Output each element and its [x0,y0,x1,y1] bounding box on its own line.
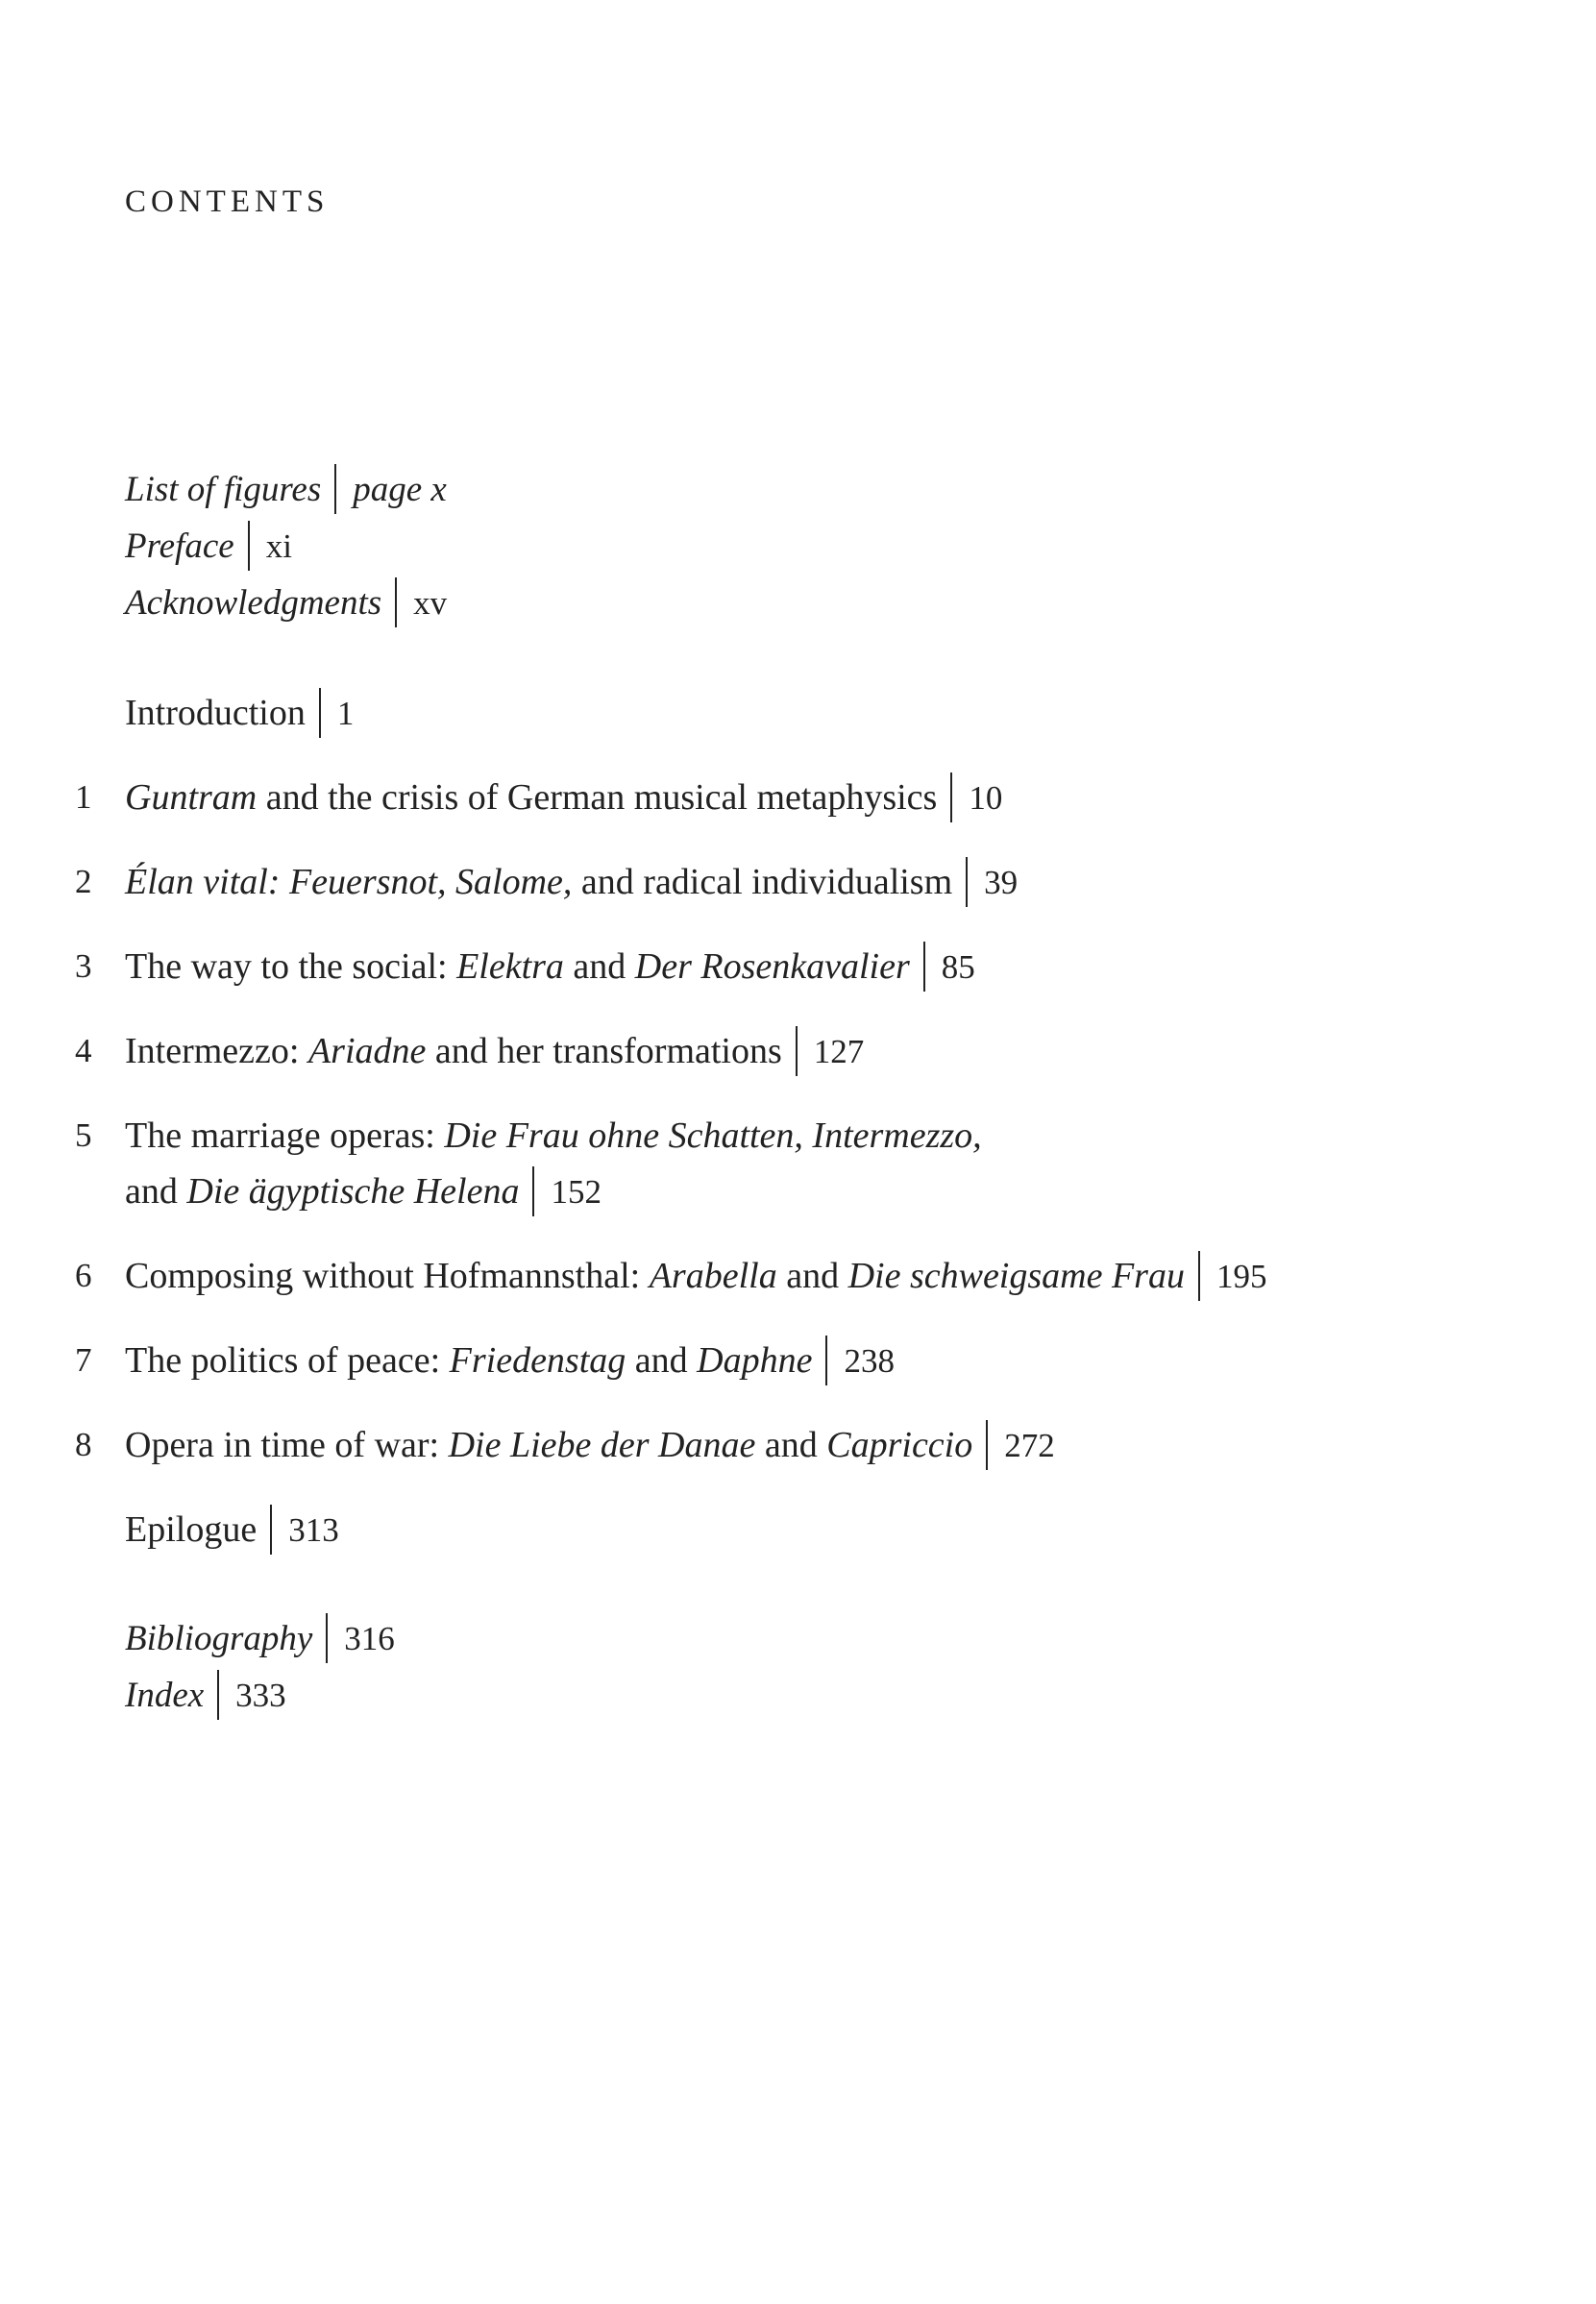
entry-title: Introduction [125,693,306,733]
chapter-number: 7 [75,1341,92,1379]
separator [326,1613,328,1663]
page-title: CONTENTS [125,184,330,219]
chapter-number: 4 [75,1032,92,1069]
entry-title-italic: Friedenstag [449,1340,626,1381]
entry-page: 39 [984,864,1019,901]
toc-entry-chapter-3[interactable] [125,939,975,995]
entry-page: page x [353,470,447,509]
separator [1198,1251,1200,1301]
separator [395,577,397,627]
entry-title-italic: Elektra [456,946,564,987]
entry-title-italic: Die ägyptische Helena [186,1171,520,1212]
entry-page: 85 [941,948,975,986]
separator [950,772,952,822]
entry-page: 152 [551,1173,602,1211]
toc-entry-chapter-8[interactable] [125,1417,1055,1474]
entry-title: Epilogue [125,1509,258,1550]
entry-title: Intermezzo: [125,1031,308,1071]
entry-title: and [125,1171,187,1212]
entry-title-italic: Guntram [125,777,258,818]
chapter-number: 3 [75,947,92,985]
toc-entry-chapter-2[interactable] [125,854,1018,911]
toc-entry-acknowledgments[interactable] [125,576,447,631]
toc-entry-chapter-7[interactable] [125,1333,895,1389]
chapter-number: 8 [75,1426,92,1463]
toc-entry-chapter-5-continued[interactable] [125,1164,602,1220]
toc-entry-epilogue[interactable] [125,1502,339,1558]
entry-page: 10 [969,779,1003,817]
separator [986,1420,988,1470]
chapter-number: 2 [75,863,92,900]
entry-title: and [776,1256,848,1296]
toc-entry-chapter-6[interactable] [125,1248,1266,1305]
entry-title: Index [125,1676,205,1715]
entry-title: Opera in time of war: [125,1425,449,1465]
toc-entry-chapter-5[interactable] [125,1108,982,1164]
entry-page: xi [265,527,292,565]
separator [923,942,925,992]
separator [217,1670,219,1720]
entry-title-italic: Die Frau ohne Schatten, Intermezzo, [444,1115,982,1156]
entry-title-italic: Die schweigsame Frau [847,1256,1185,1296]
entry-title: List of figures [125,470,322,509]
toc-entry-preface[interactable] [125,519,292,575]
chapter-number: 6 [75,1257,92,1294]
entry-title-italic: Der Rosenkavalier [634,946,910,987]
entry-title: and [626,1340,698,1381]
entry-title: and [563,946,635,987]
entry-title: and her transformations [426,1031,782,1071]
toc-entry-chapter-1[interactable] [125,770,1002,826]
toc-entry-index[interactable] [125,1668,286,1724]
separator [796,1026,798,1076]
entry-title-italic: Arabella [649,1256,777,1296]
entry-title: and radical individualism [572,862,953,902]
entry-title: Acknowledgments [125,583,382,623]
toc-entry-chapter-4[interactable] [125,1023,864,1080]
entry-page: 316 [344,1620,395,1657]
separator [966,857,968,907]
entry-title-italic: Daphne [697,1340,813,1381]
entry-page: 333 [235,1677,286,1714]
toc-entry-introduction[interactable] [125,685,354,742]
toc-entry-list-of-figures[interactable] [125,462,447,518]
entry-title: Bibliography [125,1619,313,1658]
entry-title-italic: Élan vital: Feuersnot, Salome, [125,862,573,902]
toc-entry-bibliography[interactable] [125,1611,395,1667]
separator [825,1336,827,1385]
entry-page: 272 [1004,1427,1055,1464]
entry-page: xv [413,584,448,622]
chapter-number: 1 [75,778,92,816]
separator [532,1166,534,1216]
entry-title: The marriage operas: [125,1115,445,1156]
chapter-number: 5 [75,1116,92,1154]
entry-title: Preface [125,527,234,566]
entry-title: The politics of peace: [125,1340,450,1381]
separator [334,464,336,514]
entry-page: 127 [813,1033,865,1070]
entry-title-italic: Die Liebe der Danae [448,1425,756,1465]
entry-title: and the crisis of German musical metaphysics [257,777,938,818]
separator [248,521,250,571]
entry-title-italic: Capriccio [826,1425,973,1465]
entry-title: Composing without Hofmannsthal: [125,1256,650,1296]
entry-page: 195 [1215,1258,1267,1295]
entry-title: The way to the social: [125,946,457,987]
separator [270,1505,272,1555]
entry-page: 238 [844,1342,895,1380]
entry-title-italic: Ariadne [307,1031,427,1071]
entry-page: 313 [288,1511,339,1549]
entry-title: and [755,1425,827,1465]
separator [319,688,321,738]
entry-page: 1 [336,695,355,732]
